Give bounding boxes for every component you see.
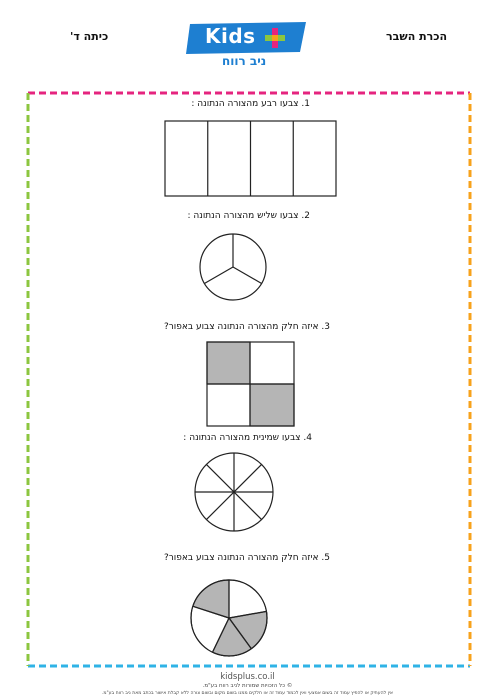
topic-title: הכרת השבר: [386, 30, 447, 43]
question-5-text: איזה חלק מהצורה הנתונה צבוע באפור?: [163, 553, 319, 563]
question-5-number: 5.: [321, 553, 330, 563]
q5-circle-fifths: [191, 580, 267, 656]
q1-rectangle-quarters: [165, 121, 336, 196]
logo-text: Kids: [205, 24, 256, 48]
footer-copyright: © כל הזכויות שמורות לניב רווח בע"מ.: [202, 683, 293, 689]
question-2-number: 2.: [301, 211, 310, 221]
question-4: [150, 433, 312, 443]
question-4-number: 4.: [303, 433, 312, 443]
question-4-text: צבעו שמינית מהצורה הנתונה :: [183, 433, 301, 443]
footer-site-link[interactable]: kidsplus.co.il: [220, 672, 275, 682]
question-2: [160, 211, 310, 221]
grade-label: כיתה ד': [70, 30, 109, 43]
question-5: [140, 553, 330, 563]
q3-square-grid: [207, 342, 294, 426]
footer-note: אין להעתיק או להפיץ עמוד זה בשום אמצעי ואין לכמוד עמוד זה או חלקים ממנו בשום מקום ובשום צורה ללא קבלת אישור בכתב מאת ניב רווח בע"מ.: [101, 691, 394, 696]
question-1-number: 1.: [301, 99, 310, 109]
question-3-number: 3.: [321, 322, 330, 332]
question-2-text: צבעו שליש מהצורה הנתונה :: [187, 211, 299, 221]
q2-circle-thirds: [200, 234, 266, 300]
question-1: [160, 99, 310, 109]
question-3-text: איזה חלק מהצורה הנתונה צבוע באפור?: [163, 322, 319, 332]
q4-circle-eighths: [195, 453, 273, 531]
logo-subtitle: ניב רווח: [222, 54, 267, 68]
question-3: [140, 322, 330, 332]
question-1-text: צבעו רבע מהצורה הנתונה :: [191, 99, 299, 109]
